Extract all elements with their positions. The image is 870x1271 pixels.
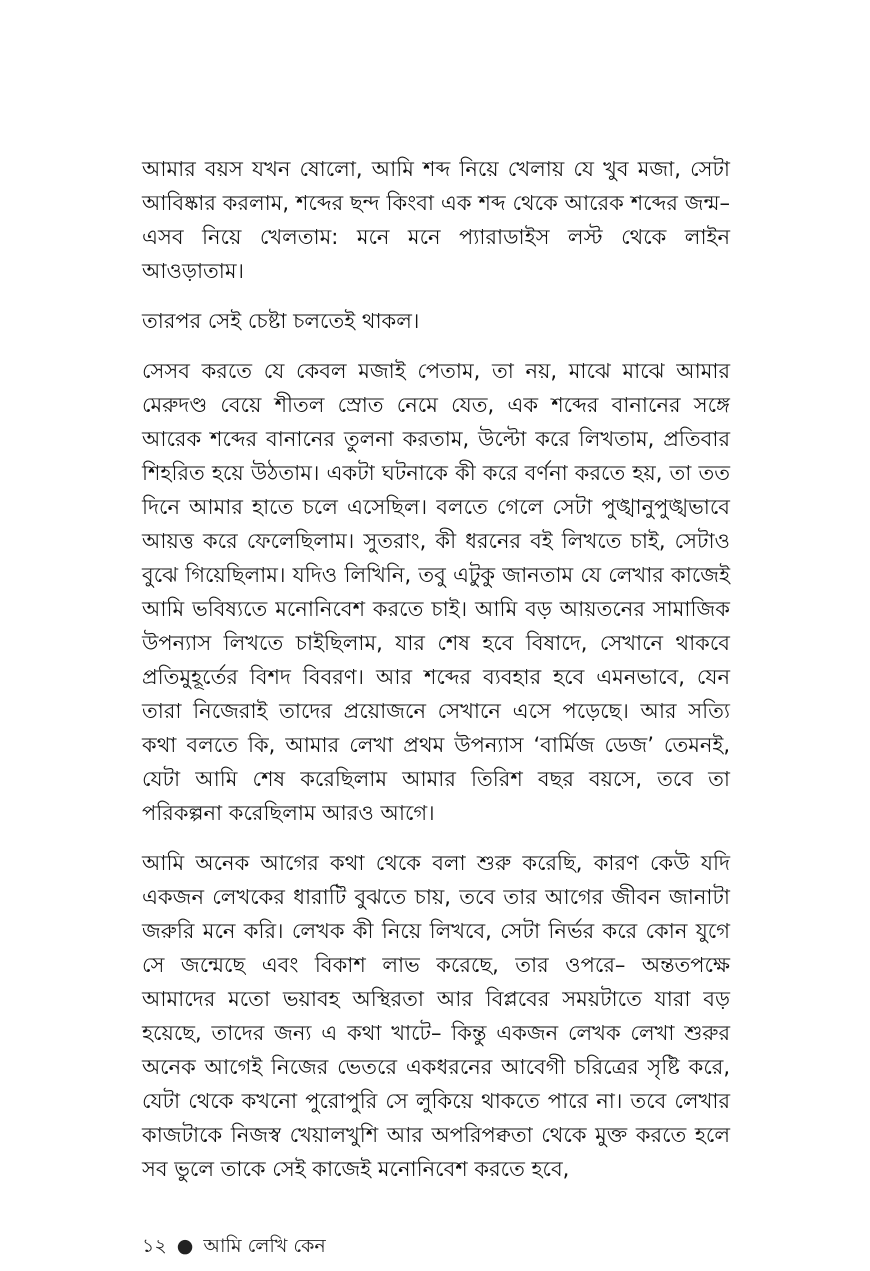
paragraph-1: আমার বয়স যখন ষোলো, আমি শব্দ নিয়ে খেলায় যে খুব মজা, সেটা আবিষ্কার করলাম, শব্দের ছন্দ কিংবা এক শব্দ থেকে আরেক শব্দের জন্ম– এসব নিয়ে খেলতাম: মনে মনে প্যারাডাইস লস্ট থেকে লাইন আওড়াতাম। — [142, 157, 730, 283]
paragraph-2: তারপর সেই চেষ্টা চলতেই থাকল। — [142, 309, 420, 333]
running-title: আমি লেখি কেন — [203, 1235, 326, 1257]
page-footer — [142, 1234, 326, 1258]
page-number: ১২ — [142, 1235, 167, 1257]
body-text — [142, 152, 730, 1202]
paragraph-4: আমি অনেক আগের কথা থেকে বলা শুরু করেছি, কারণ কেউ যদি একজন লেখকের ধারাটি বুঝতে চায়, তবে তার আগের জীবন জানাটা জরুরি মনে করি। লেখক কী নিয়ে লিখবে, সেটা নির্ভর করে কোন যুগে সে জন্মেছে এবং বিকাশ লাভ করেছে, তার ওপরে– অন্ততপক্ষে আমাদের মতো ভয়াবহ অস্থিরতা আর বিপ্লবের সময়টাতে যারা বড় হয়েছে, তাদের জন্য এ কথা খাটে– কিন্তু একজন লেখক লেখা শুরুর অনেক আগেই নিজের ভেতরে একধরনের আবেগী চরিত্রের সৃষ্টি করে, যেটা থেকে কখনো পুরোপুরি সে লুকিয়ে থাকতে পারে না। তবে লেখার কাজটাকে নিজস্ব খেয়ালখুশি আর অপরিপক্বতা থেকে মুক্ত করতে হলে সব ভুলে তাকে সেই কাজেই মনোনিবেশ করতে হবে, — [142, 851, 730, 1181]
paragraph-3: সেসব করতে যে কেবল মজাই পেতাম, তা নয়, মাঝে মাঝে আমার মেরুদণ্ড বেয়ে শীতল স্রোত নেমে যেত, এক শব্দের বানানের সঙ্গে আরেক শব্দের বানানের তুলনা করতাম, উল্টো করে লিখতাম, প্রতিবার শিহরিত হয়ে উঠতাম। একটা ঘটনাকে কী করে বর্ণনা করতে হয়, তা তত দিনে আমার হাতে চলে এসেছিল। বলতে গেলে সেটা পুঙ্খানুপুঙ্খভাবে আয়ত্ত করে ফেলেছিলাম। সুতরাং, কী ধরনের বই লিখতে চাই, সেটাও বুঝে গিয়েছিলাম। যদিও লিখিনি, তবু এটুকু জানতাম যে লেখার কাজেই আমি ভবিষ্যতে মনোনিবেশ করতে চাই। আমি বড় আয়তনের সামাজিক উপন্যাস লিখতে চাইছিলাম, যার শেষ হবে বিষাদে, সেখানে থাকবে প্রতিমুহূর্তের বিশদ বিবরণ। আর শব্দের ব্যবহার হবে এমনভাবে, যেন তারা নিজেরাই তাদের প্রয়োজনে সেখানে এসে পড়েছে। আর সত্যি কথা বলতে কি, আমার লেখা প্রথম উপন্যাস ‘বার্মিজ ডেজ’ তেমনই, যেটা আমি শেষ করেছিলাম আমার তিরিশ বছর বয়সে, তবে তা পরিকল্পনা করেছিলাম আরও আগে। — [142, 359, 730, 825]
bullet-separator: ● — [176, 1235, 194, 1257]
